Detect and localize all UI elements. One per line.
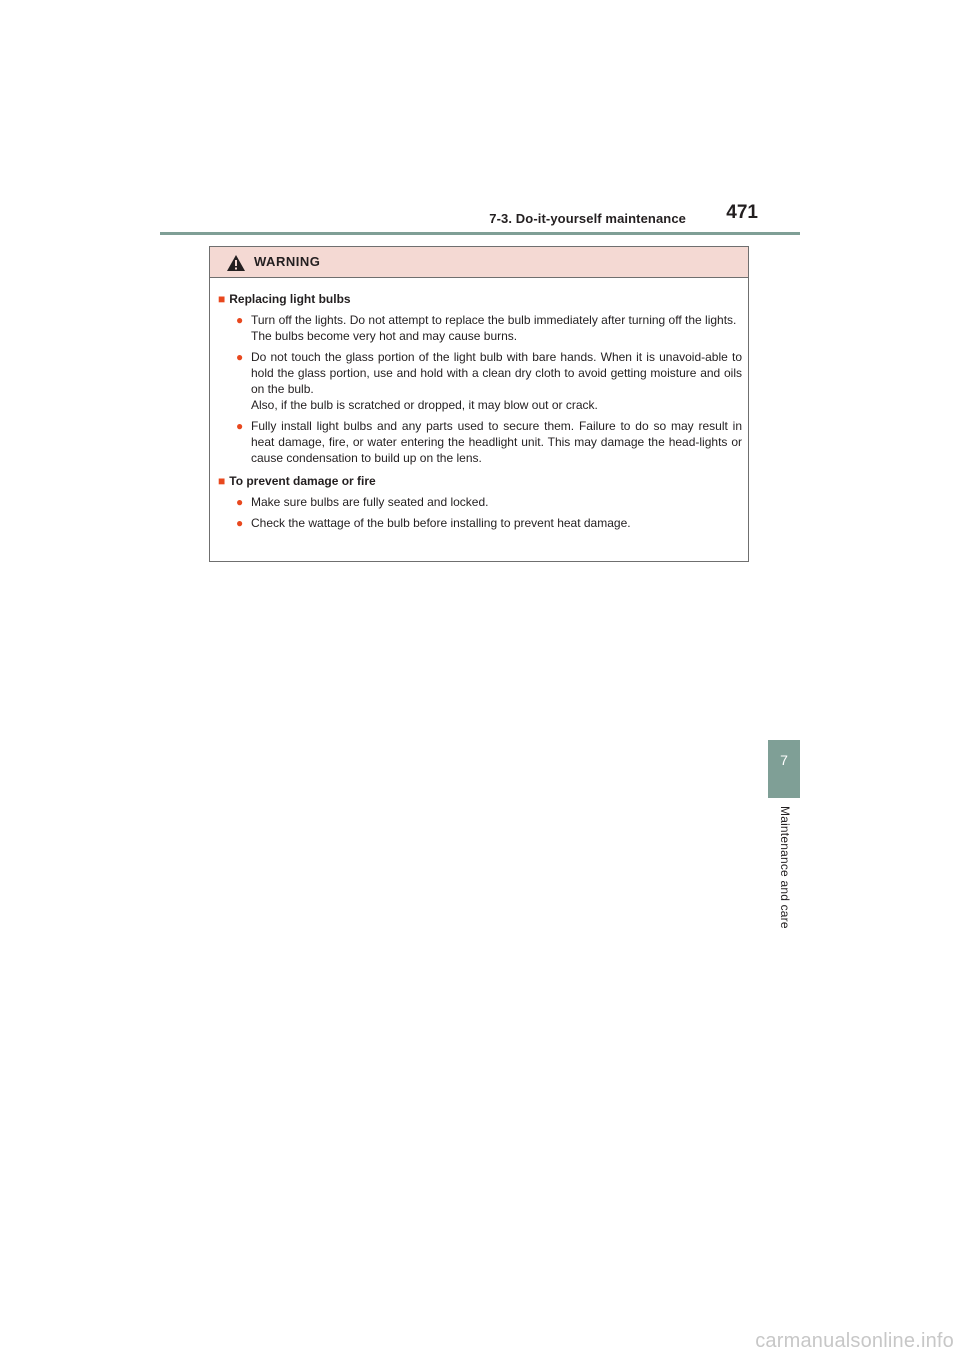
square-bullet-icon: ■ (218, 474, 226, 488)
bullet-line: Make sure bulbs are fully seated and locked. (251, 495, 489, 509)
bullet-line: Do not touch the glass portion of the light bulb with bare hands. When it is unavoid-able to hold the glass portion, use and hold with a clean dry cloth to avoid getting moisture and oils on the bulb. (251, 350, 742, 396)
section-heading-prevent-damage (218, 473, 742, 489)
square-bullet-icon: ■ (218, 292, 226, 306)
section-title: 7-3. Do-it-yourself maintenance (489, 211, 686, 226)
watermark: carmanualsonline.info (755, 1330, 954, 1352)
header-rule (160, 232, 800, 235)
bullet-item (218, 515, 742, 531)
bullet-item (218, 494, 742, 510)
warning-box (209, 246, 749, 562)
round-bullet-icon: ● (236, 495, 244, 509)
page-header (160, 200, 800, 234)
bullet-line: Turn off the lights. Do not attempt to replace the bulb immediately after turning off the lights. (251, 313, 737, 327)
bullet-line: Fully install light bulbs and any parts used to secure them. Failure to do so may result in heat damage, fire, or water entering the headlight unit. This may damage the head-lights or cause condensation to build up on the lens. (251, 419, 742, 465)
section-heading-replacing-bulbs (218, 291, 742, 307)
warning-title: WARNING (254, 254, 321, 269)
round-bullet-icon: ● (236, 313, 244, 327)
chapter-number: 7 (780, 752, 788, 768)
bullet-item (218, 312, 742, 344)
bullet-item (218, 418, 742, 466)
warning-triangle-icon (226, 254, 246, 272)
chapter-title: Maintenance and care (778, 806, 792, 929)
round-bullet-icon: ● (236, 516, 244, 530)
bullet-line: Check the wattage of the bulb before installing to prevent heat damage. (251, 516, 631, 530)
section-heading-text: Replacing light bulbs (229, 292, 351, 306)
round-bullet-icon: ● (236, 419, 244, 433)
chapter-tab (768, 740, 800, 798)
bullet-line: Also, if the bulb is scratched or dropped, it may blow out or crack. (251, 398, 598, 412)
section-heading-text: To prevent damage or fire (229, 474, 376, 488)
round-bullet-icon: ● (236, 350, 244, 364)
warning-header (210, 247, 748, 278)
warning-body (210, 278, 748, 531)
bullet-line: The bulbs become very hot and may cause burns. (251, 329, 518, 343)
page-number: 471 (726, 202, 758, 223)
bullet-item (218, 349, 742, 413)
